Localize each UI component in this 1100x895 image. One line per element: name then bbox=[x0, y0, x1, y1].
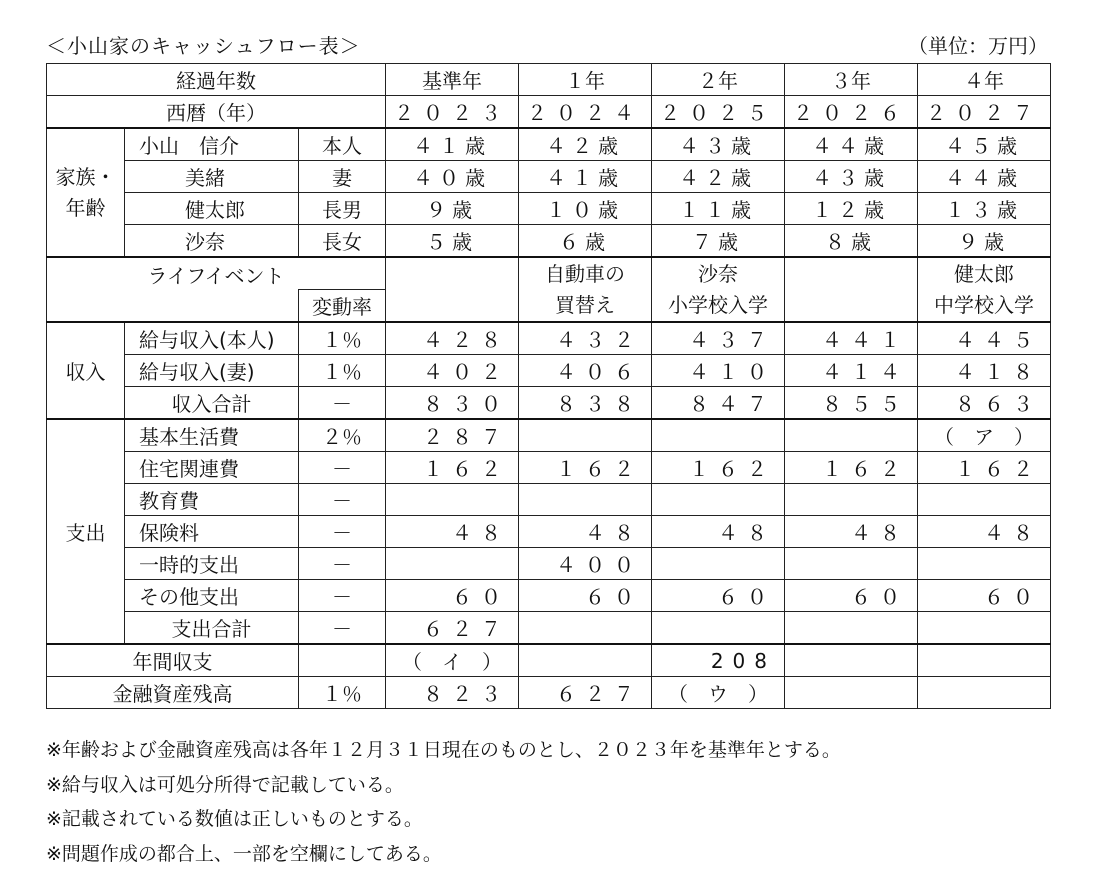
value-cell bbox=[785, 612, 918, 645]
family-row bbox=[47, 225, 1051, 258]
event-line: 買替え bbox=[555, 292, 615, 317]
value-cell: ８３０ bbox=[386, 387, 519, 420]
year-cell: ２０２３ bbox=[386, 96, 519, 129]
row-label: 収入合計 bbox=[125, 387, 299, 420]
value-cell: ６０ bbox=[918, 580, 1051, 612]
value-cell: １６２ bbox=[519, 452, 652, 484]
row-label: 金融資産残高 bbox=[47, 677, 299, 709]
row-label: 基本生活費 bbox=[125, 419, 299, 452]
value-cell: ４８ bbox=[386, 516, 519, 548]
value-cell: ６２７ bbox=[519, 677, 652, 709]
rate-cell: ２％ bbox=[299, 419, 386, 452]
elapsed-cell: １年 bbox=[519, 64, 652, 96]
age-cell: ９歳 bbox=[918, 225, 1051, 258]
income-total-row bbox=[47, 387, 1051, 420]
family-label-line2: 年齢 bbox=[65, 195, 106, 220]
age-cell: ４１歳 bbox=[519, 161, 652, 193]
value-cell bbox=[386, 548, 519, 580]
member-name: 健太郎 bbox=[125, 193, 299, 225]
age-cell: ４０歳 bbox=[386, 161, 519, 193]
value-cell bbox=[519, 644, 652, 677]
life-event-cell bbox=[519, 257, 652, 322]
value-cell: ４３２ bbox=[519, 322, 652, 355]
row-label: その他支出 bbox=[125, 580, 299, 612]
value-cell bbox=[652, 612, 785, 645]
income-row bbox=[47, 355, 1051, 387]
value-cell bbox=[785, 484, 918, 516]
rate-cell: － bbox=[299, 484, 386, 516]
row-label: 住宅関連費 bbox=[125, 452, 299, 484]
value-cell bbox=[652, 548, 785, 580]
value-cell: ４３７ bbox=[652, 322, 785, 355]
value-cell: ８３８ bbox=[519, 387, 652, 420]
row-label: 保険料 bbox=[125, 516, 299, 548]
row-label: 支出合計 bbox=[125, 612, 299, 645]
value-cell bbox=[652, 419, 785, 452]
value-cell bbox=[918, 644, 1051, 677]
life-event-cell bbox=[918, 257, 1051, 322]
year-cell: ２０２７ bbox=[918, 96, 1051, 129]
elapsed-cell: ４年 bbox=[918, 64, 1051, 96]
life-event-cell bbox=[652, 257, 785, 322]
row-label: 一時的支出 bbox=[125, 548, 299, 580]
rate-cell: １％ bbox=[299, 677, 386, 709]
income-group-label: 収入 bbox=[47, 322, 125, 419]
value-cell bbox=[386, 484, 519, 516]
expense-total-row bbox=[47, 612, 1051, 645]
year-cell: ２０２６ bbox=[785, 96, 918, 129]
row-label: 教育費 bbox=[125, 484, 299, 516]
value-cell: ４８ bbox=[652, 516, 785, 548]
value-cell: ６０ bbox=[785, 580, 918, 612]
elapsed-cell: ２年 bbox=[652, 64, 785, 96]
annual-balance-row bbox=[47, 644, 1051, 677]
elapsed-cell: 基準年 bbox=[386, 64, 519, 96]
member-name: 小山 信介 bbox=[125, 128, 299, 161]
value-cell: ４２８ bbox=[386, 322, 519, 355]
value-cell: １６２ bbox=[785, 452, 918, 484]
value-cell bbox=[785, 677, 918, 709]
member-relation: 長男 bbox=[299, 193, 386, 225]
rate-cell: － bbox=[299, 516, 386, 548]
rate-cell: １％ bbox=[299, 355, 386, 387]
value-cell bbox=[519, 484, 652, 516]
event-line: 自動車の bbox=[545, 261, 625, 286]
value-cell: ４１４ bbox=[785, 355, 918, 387]
value-cell: ８５５ bbox=[785, 387, 918, 420]
age-cell: １２歳 bbox=[785, 193, 918, 225]
family-row bbox=[47, 193, 1051, 225]
life-event-row-1 bbox=[47, 257, 1051, 290]
age-cell: ４４歳 bbox=[785, 128, 918, 161]
expense-row bbox=[47, 548, 1051, 580]
age-cell: ８歳 bbox=[785, 225, 918, 258]
value-cell: ４８ bbox=[785, 516, 918, 548]
value-cell: ４００ bbox=[519, 548, 652, 580]
value-cell: ４８ bbox=[918, 516, 1051, 548]
value-cell bbox=[918, 677, 1051, 709]
rate-label: 変動率 bbox=[299, 290, 386, 323]
value-cell: ４１８ bbox=[918, 355, 1051, 387]
rate-cell: － bbox=[299, 612, 386, 645]
life-event-blank bbox=[47, 290, 299, 323]
rate-cell: － bbox=[299, 580, 386, 612]
rate-cell: － bbox=[299, 548, 386, 580]
family-row bbox=[47, 128, 1051, 161]
age-cell: ４２歳 bbox=[652, 161, 785, 193]
family-group-label bbox=[47, 128, 125, 257]
blank-i-cell: （ イ ） bbox=[386, 644, 519, 677]
value-cell bbox=[519, 419, 652, 452]
value-cell bbox=[519, 612, 652, 645]
value-cell bbox=[918, 484, 1051, 516]
income-row bbox=[47, 322, 1051, 355]
row-label: 年間収支 bbox=[47, 644, 299, 677]
age-cell: ４３歳 bbox=[785, 161, 918, 193]
age-cell: ６歳 bbox=[519, 225, 652, 258]
member-relation: 長女 bbox=[299, 225, 386, 258]
expense-row bbox=[47, 452, 1051, 484]
value-cell bbox=[918, 612, 1051, 645]
life-event-cell bbox=[386, 257, 519, 322]
value-cell: １６２ bbox=[918, 452, 1051, 484]
family-row bbox=[47, 161, 1051, 193]
row-label: 給与収入(本人) bbox=[125, 322, 299, 355]
value-cell: ４０６ bbox=[519, 355, 652, 387]
value-cell: ４８ bbox=[519, 516, 652, 548]
rate-cell: １％ bbox=[299, 322, 386, 355]
value-cell: ４４５ bbox=[918, 322, 1051, 355]
value-cell: ４１０ bbox=[652, 355, 785, 387]
age-cell: ４５歳 bbox=[918, 128, 1051, 161]
expense-row bbox=[47, 516, 1051, 548]
assets-row bbox=[47, 677, 1051, 709]
value-cell: ４０２ bbox=[386, 355, 519, 387]
age-cell: ４３歳 bbox=[652, 128, 785, 161]
year-label: 西暦（年） bbox=[47, 96, 386, 129]
event-line: 小学校入学 bbox=[668, 292, 768, 317]
note-line: ※年齢および金融資産残高は各年１２月３１日現在のものとし、２０２３年を基準年とする。 bbox=[46, 739, 841, 761]
year-cell: ２０２５ bbox=[652, 96, 785, 129]
value-cell: 208 bbox=[652, 644, 785, 677]
value-cell bbox=[785, 548, 918, 580]
age-cell: １３歳 bbox=[918, 193, 1051, 225]
event-line: 中学校入学 bbox=[934, 292, 1034, 317]
rate-cell bbox=[299, 644, 386, 677]
life-event-label: ライフイベント bbox=[47, 257, 386, 290]
elapsed-cell: ３年 bbox=[785, 64, 918, 96]
note-line: ※問題作成の都合上、一部を空欄にしてある。 bbox=[46, 842, 442, 865]
row-label: 給与収入(妻) bbox=[125, 355, 299, 387]
unit-label: （単位：万円） bbox=[908, 34, 1048, 58]
age-cell: ７歳 bbox=[652, 225, 785, 258]
header-year-row bbox=[47, 96, 1051, 129]
rate-cell: － bbox=[299, 387, 386, 420]
value-cell: ２８７ bbox=[386, 419, 519, 452]
blank-a-cell: （ ア ） bbox=[918, 419, 1051, 452]
notes bbox=[46, 733, 841, 871]
expense-row bbox=[47, 419, 1051, 452]
value-cell bbox=[652, 484, 785, 516]
age-cell: ４１歳 bbox=[386, 128, 519, 161]
value-cell: ６０ bbox=[519, 580, 652, 612]
life-event-cell bbox=[785, 257, 918, 322]
note-line: ※給与収入は可処分所得で記載している。 bbox=[46, 773, 404, 796]
blank-u-cell: （ ウ ） bbox=[652, 677, 785, 709]
expense-group-label: 支出 bbox=[47, 419, 125, 644]
age-cell: １０歳 bbox=[519, 193, 652, 225]
value-cell bbox=[785, 644, 918, 677]
value-cell: ６２７ bbox=[386, 612, 519, 645]
value-cell bbox=[918, 548, 1051, 580]
age-cell: ９歳 bbox=[386, 193, 519, 225]
value-cell: ６０ bbox=[386, 580, 519, 612]
age-cell: ４４歳 bbox=[918, 161, 1051, 193]
value-cell: ４４１ bbox=[785, 322, 918, 355]
value-cell: ８４７ bbox=[652, 387, 785, 420]
value-cell: １６２ bbox=[652, 452, 785, 484]
age-cell: １１歳 bbox=[652, 193, 785, 225]
note-line: ※記載されている数値は正しいものとする。 bbox=[46, 808, 423, 830]
elapsed-label: 経過年数 bbox=[47, 64, 386, 96]
member-relation: 妻 bbox=[299, 161, 386, 193]
member-name: 美緒 bbox=[125, 161, 299, 193]
year-cell: ２０２４ bbox=[519, 96, 652, 129]
age-cell: ５歳 bbox=[386, 225, 519, 258]
header-elapsed-row bbox=[47, 64, 1051, 96]
member-name: 沙奈 bbox=[125, 225, 299, 258]
table-title: ＜小山家のキャッシュフロー表＞ bbox=[46, 34, 361, 58]
value-cell: ６０ bbox=[652, 580, 785, 612]
expense-row bbox=[47, 580, 1051, 612]
value-cell: ８２３ bbox=[386, 677, 519, 709]
value-cell: １６２ bbox=[386, 452, 519, 484]
expense-row bbox=[47, 484, 1051, 516]
event-line: 沙奈 bbox=[698, 261, 738, 286]
value-cell: ８６３ bbox=[918, 387, 1051, 420]
age-cell: ４２歳 bbox=[519, 128, 652, 161]
value-cell bbox=[785, 419, 918, 452]
member-relation: 本人 bbox=[299, 128, 386, 161]
event-line: 健太郎 bbox=[954, 261, 1014, 286]
rate-cell: － bbox=[299, 452, 386, 484]
cash-flow-table bbox=[46, 63, 1051, 709]
family-label-line1: 家族・ bbox=[55, 164, 116, 189]
